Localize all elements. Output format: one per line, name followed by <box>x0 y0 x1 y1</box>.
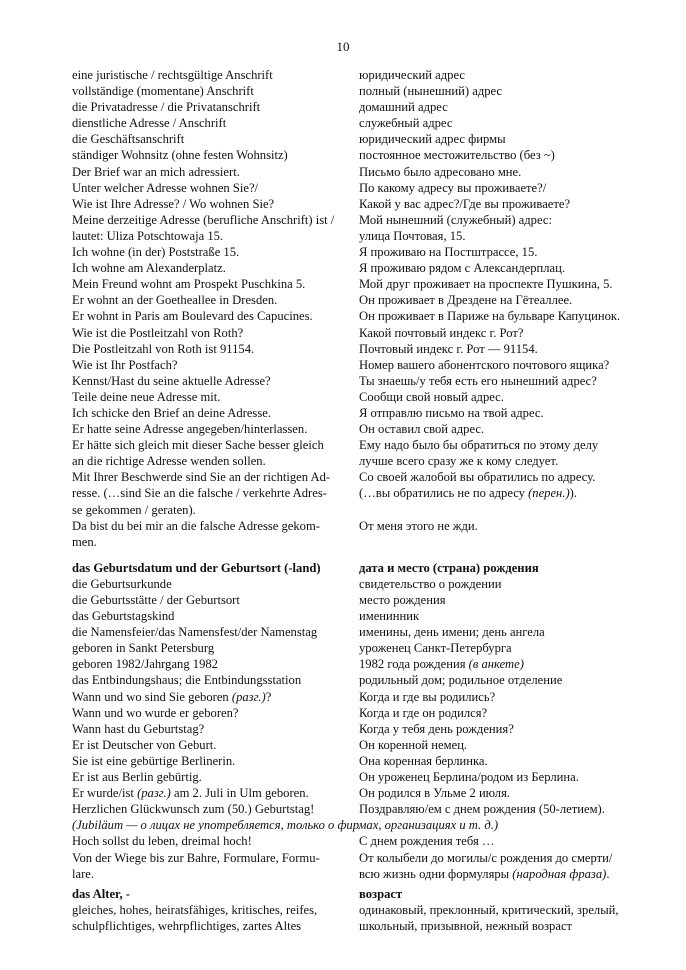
entry-german <box>72 308 350 324</box>
entry-row <box>72 180 632 196</box>
entry-german <box>72 721 350 737</box>
entry-russian <box>350 373 632 389</box>
entry-russian <box>350 292 632 308</box>
entry-row <box>72 373 632 389</box>
entry-german <box>72 67 350 83</box>
russian-text: Он оставил свой адрес. <box>359 422 485 437</box>
entry-russian <box>350 721 632 737</box>
entry-russian <box>350 308 632 324</box>
entry-german <box>72 83 350 99</box>
russian-text: место рождения <box>359 593 446 607</box>
russian-text: Он проживает в Дрездене на Гётеаллее. <box>359 293 573 308</box>
entry-german <box>72 534 350 550</box>
russian-text: Он родился в Ульме 2 июля. <box>359 786 511 801</box>
entry-german <box>72 737 350 753</box>
russian-text: От меня этого не жди. <box>359 518 478 533</box>
entry-row <box>72 244 632 260</box>
heading-de: das Geburtsdatum und der Geburtsort (-land) <box>72 560 321 575</box>
russian-text: Со своей жалобой вы обратились по адресу. <box>359 470 596 485</box>
section-heading-birth <box>72 560 632 576</box>
entry-row <box>72 672 632 688</box>
entry-row <box>72 518 632 534</box>
entry-russian <box>350 576 632 592</box>
entry-row <box>72 608 632 624</box>
russian-text-tail: . <box>606 866 610 881</box>
entry-row <box>72 357 632 373</box>
russian-text: уроженец Санкт-Петербурга <box>359 641 512 656</box>
entry-row <box>72 833 632 849</box>
russian-text: Поздравляю/ем с днем рождения (50-летием). <box>359 802 605 817</box>
russian-text: Он уроженец Берлина/родом из Берлина. <box>359 770 579 785</box>
entry-german <box>72 164 350 180</box>
russian-text: служебный адрес <box>359 116 453 131</box>
entry-russian <box>350 212 632 228</box>
russian-text: Он проживает в Париже на бульваре Капуцинок. <box>359 309 621 324</box>
russian-text: Письмо было адресовано мне. <box>359 164 522 179</box>
entry-russian <box>350 866 632 882</box>
german-text: Ich wohne am Alexanderplatz. <box>72 261 226 276</box>
german-text: lare. <box>72 866 95 881</box>
german-text: Wann hast du Geburtstag? <box>72 721 205 736</box>
russian-label: (в анкете) <box>468 657 524 672</box>
birth-section <box>72 576 632 817</box>
german-text: Mein Freund wohnt am Prospekt Puschkina 5. <box>72 277 306 292</box>
entry-row <box>72 276 632 292</box>
entry-russian <box>350 83 632 99</box>
entry-russian <box>350 260 632 276</box>
entry-row <box>72 769 632 785</box>
russian-text: улица Почтовая, 15. <box>359 228 466 243</box>
german-text: Herzlichen Glückwunsch zum (50.) Geburtstag! <box>72 802 315 817</box>
german-label: (разг.) <box>137 786 171 801</box>
entry-russian <box>350 656 632 672</box>
entry-german <box>72 672 350 688</box>
german-text: Er hatte seine Adresse angegeben/hinterlassen. <box>72 422 308 437</box>
entry-german <box>72 833 350 849</box>
german-text: Er ist aus Berlin gebürtig. <box>72 770 202 785</box>
entry-russian <box>350 769 632 785</box>
entry-russian <box>350 801 632 817</box>
russian-text: именинник <box>359 609 420 624</box>
entry-row <box>72 308 632 324</box>
page-number: 10 <box>336 39 350 54</box>
russian-text: родильный дом; родильное отделение <box>359 673 563 688</box>
entry-russian <box>350 131 632 147</box>
entry-russian <box>350 164 632 180</box>
entry-row <box>72 405 632 421</box>
entry-german <box>72 902 350 918</box>
german-text: resse. (…sind Sie an die falsche / verkehrte Adres- <box>72 486 327 501</box>
entry-russian <box>350 421 632 437</box>
russian-text: свидетельство о рождении <box>359 576 502 591</box>
russian-text: Сообщи свой новый адрес. <box>359 389 504 404</box>
entry-russian <box>350 115 632 131</box>
entry-row <box>72 389 632 405</box>
german-text: lautet: Uliza Potschtowaja 15. <box>72 228 224 243</box>
russian-text: школьный, призывной, нежный возраст <box>359 918 573 933</box>
german-text: Er ist Deutscher von Geburt. <box>72 737 217 752</box>
german-text: Mit Ihrer Beschwerde sind Sie an der richtigen Ad- <box>72 470 331 485</box>
russian-text: Почтовый индекс г. Рот — 91154. <box>359 341 538 356</box>
entry-row <box>72 705 632 721</box>
russian-text: От колыбели до могилы/с рождения до смерти/ <box>359 850 613 865</box>
german-text: eine juristische / rechtsgültige Anschrift <box>72 68 273 82</box>
entry-russian <box>350 902 632 918</box>
russian-text: именины, день имени; день ангела <box>359 625 545 640</box>
entry-russian <box>350 640 632 656</box>
entry-german <box>72 292 350 308</box>
german-text: schulpflichtiges, wehrpflichtiges, zartes Altes <box>72 918 302 933</box>
entry-row <box>72 115 632 131</box>
entry-row <box>72 260 632 276</box>
entry-row <box>72 624 632 640</box>
entry-row <box>72 656 632 672</box>
entry-russian <box>350 357 632 373</box>
entry-row <box>72 437 632 453</box>
entry-german <box>72 502 350 518</box>
russian-text: лучше всего сразу же к кому следует. <box>359 454 559 469</box>
entry-russian <box>350 608 632 624</box>
german-text: Kennst/Hast du seine aktuelle Adresse? <box>72 373 271 388</box>
german-text: Der Brief war an mich adressiert. <box>72 164 240 179</box>
entry-row <box>72 721 632 737</box>
entry-row <box>72 83 632 99</box>
russian-text: По какому адресу вы проживаете?/ <box>359 180 547 195</box>
russian-text: Когда и где вы родились? <box>359 689 496 704</box>
german-text-tail: ? <box>265 689 272 704</box>
entry-german <box>72 244 350 260</box>
entry-row <box>72 737 632 753</box>
german-text: Er wohnt an der Goetheallee in Dresden. <box>72 293 278 308</box>
entry-row <box>72 147 632 163</box>
german-text: die Namensfeier/das Namensfest/der Namenstag <box>72 625 318 640</box>
entry-row <box>72 850 632 866</box>
entry-german <box>72 801 350 817</box>
entry-german <box>72 469 350 485</box>
german-text: an die richtige Adresse wenden sollen. <box>72 454 266 469</box>
entry-row <box>72 640 632 656</box>
entry-german <box>72 592 350 608</box>
entry-row <box>72 502 632 518</box>
russian-text: С днем рождения тебя … <box>359 834 495 849</box>
entry-russian <box>350 918 632 934</box>
entry-german <box>72 518 350 534</box>
entry-german <box>72 656 350 672</box>
russian-text: юридический адрес фирмы <box>359 132 506 147</box>
german-text: dienstliche Adresse / Anschrift <box>72 116 227 131</box>
entry-german <box>72 276 350 292</box>
heading-ru: дата и место (страна) рождения <box>359 560 539 575</box>
german-text: Ich schicke den Brief an deine Adresse. <box>72 405 271 420</box>
russian-text: Какой у вас адрес?/Где вы проживаете? <box>359 196 571 211</box>
entry-russian <box>350 485 632 501</box>
russian-text: 1982 года рождения <box>359 657 469 672</box>
german-text: Teile deine neue Adresse mit. <box>72 389 221 404</box>
german-text: die Geschäftsanschrift <box>72 132 185 147</box>
entry-row <box>72 469 632 485</box>
entry-german <box>72 180 350 196</box>
usage-note-text: (Jubiläum — о лицах не употребляется, только о фирмах, организациях и т. д.) <box>72 818 499 833</box>
german-text: Unter welcher Adresse wohnen Sie?/ <box>72 180 259 195</box>
german-text: Ich wohne (in der) Poststraße 15. <box>72 245 240 260</box>
russian-label: (народная фраза) <box>512 866 607 881</box>
german-text: das Entbindungshaus; die Entbindungsstation <box>72 673 302 688</box>
entry-german <box>72 866 350 882</box>
entry-row <box>72 292 632 308</box>
russian-text: одинаковый, преклонный, критический, зрелый, <box>359 902 619 917</box>
russian-text: домашний адрес <box>359 100 448 115</box>
german-text: Wie ist Ihre Adresse? / Wo wohnen Sie? <box>72 196 275 211</box>
entry-german <box>72 325 350 341</box>
entry-row <box>72 534 632 550</box>
entry-german <box>72 373 350 389</box>
entry-russian <box>350 672 632 688</box>
russian-text: Когда и где он родился? <box>359 705 488 720</box>
entry-german <box>72 341 350 357</box>
german-text: Er wohnt in Paris am Boulevard des Capucines. <box>72 309 313 324</box>
entry-german <box>72 850 350 866</box>
russian-text: Мой нынешний (служебный) адрес: <box>359 212 552 227</box>
russian-label: (перен.) <box>528 486 570 501</box>
entry-russian <box>350 341 632 357</box>
german-text: Wie ist Ihr Postfach? <box>72 357 178 372</box>
entry-german <box>72 196 350 212</box>
russian-text: юридический адрес <box>359 68 465 82</box>
entry-russian <box>350 325 632 341</box>
german-text: geboren 1982/Jahrgang 1982 <box>72 657 218 672</box>
russian-text: Я проживаю рядом с Александерплац. <box>359 261 565 276</box>
entry-german <box>72 260 350 276</box>
german-text: Sie ist eine gebürtige Berlinerin. <box>72 753 236 768</box>
russian-text: Она коренная берлинка. <box>359 753 488 768</box>
entry-russian <box>350 850 632 866</box>
russian-text: всю жизнь одни формуляры <box>359 866 513 881</box>
entry-german <box>72 389 350 405</box>
german-text: das Geburtstagskind <box>72 609 175 624</box>
entry-german <box>72 608 350 624</box>
entry-german <box>72 228 350 244</box>
entry-german <box>72 485 350 501</box>
entry-row <box>72 801 632 817</box>
entry-german <box>72 405 350 421</box>
entry-russian <box>350 689 632 705</box>
entry-german <box>72 131 350 147</box>
entry-row <box>72 212 632 228</box>
entry-russian <box>350 624 632 640</box>
entry-row <box>72 131 632 147</box>
entry-german <box>72 421 350 437</box>
entry-russian <box>350 705 632 721</box>
entry-row <box>72 753 632 769</box>
entry-row <box>72 902 632 918</box>
german-text: gleiches, hohes, heiratsfähiges, kritisches, reifes, <box>72 902 318 917</box>
entry-russian <box>350 753 632 769</box>
german-text: Von der Wiege bis zur Bahre, Formulare, Formu- <box>72 850 320 865</box>
russian-text: Какой почтовый индекс г. Рот? <box>359 325 524 340</box>
entry-russian <box>350 469 632 485</box>
entry-german <box>72 147 350 163</box>
russian-text: Он коренной немец. <box>359 737 468 752</box>
usage-note <box>72 817 632 833</box>
russian-text: (…вы обратились не по адресу <box>359 486 529 501</box>
russian-text: полный (нынешний) адрес <box>359 84 503 99</box>
entry-german <box>72 785 350 801</box>
entry-russian <box>350 502 632 518</box>
birth-section-2 <box>72 833 632 881</box>
entry-german <box>72 99 350 115</box>
entry-russian <box>350 196 632 212</box>
dictionary-content <box>72 67 632 934</box>
entry-russian <box>350 592 632 608</box>
entry-russian <box>350 437 632 453</box>
german-text: Die Postleitzahl von Roth ist 91154. <box>72 341 255 356</box>
german-text: Er wurde/ist <box>72 786 138 801</box>
entry-row <box>72 592 632 608</box>
entry-row <box>72 99 632 115</box>
entry-row <box>72 918 632 934</box>
entry-german <box>72 437 350 453</box>
russian-text: Номер вашего абонентского почтового ящика? <box>359 357 610 372</box>
age-section <box>72 902 632 934</box>
entry-row <box>72 689 632 705</box>
entry-row <box>72 325 632 341</box>
entry-russian <box>350 99 632 115</box>
german-label: (разг.) <box>231 689 266 704</box>
entry-german <box>72 689 350 705</box>
entry-russian <box>350 405 632 421</box>
german-text: die Geburtsstätte / der Geburtsort <box>72 593 240 607</box>
russian-text: Я проживаю на Постштрассе, 15. <box>359 245 538 260</box>
russian-text: Ты знаешь/у тебя есть его нынешний адрес? <box>359 373 597 388</box>
entry-row <box>72 453 632 469</box>
heading-de: das Alter, - <box>72 886 130 901</box>
entry-row <box>72 164 632 180</box>
german-text: Hoch sollst du leben, dreimal hoch! <box>72 834 252 849</box>
entry-german <box>72 640 350 656</box>
entry-row <box>72 485 632 501</box>
german-text: se gekommen / geraten). <box>72 502 196 517</box>
entry-german <box>72 212 350 228</box>
russian-text-tail: ). <box>569 486 577 501</box>
german-text: Meine derzeitige Adresse (berufliche Anschrift) ist / <box>72 212 335 227</box>
entry-russian <box>350 228 632 244</box>
russian-text: постоянное местожительство (без ~) <box>359 148 555 163</box>
entry-russian <box>350 833 632 849</box>
entry-russian <box>350 276 632 292</box>
german-text: men. <box>72 534 97 549</box>
entry-russian <box>350 67 632 83</box>
entry-russian <box>350 389 632 405</box>
german-text: vollständige (momentane) Anschrift <box>72 84 254 99</box>
german-text: geboren in Sankt Petersburg <box>72 641 215 656</box>
german-text: Wie ist die Postleitzahl von Roth? <box>72 325 244 340</box>
entry-russian <box>350 785 632 801</box>
entry-german <box>72 753 350 769</box>
entry-russian <box>350 518 632 534</box>
german-text: die Privatadresse / die Privatanschrift <box>72 100 261 115</box>
entry-row <box>72 228 632 244</box>
german-text: Er hätte sich gleich mit dieser Sache besser gleich <box>72 438 324 453</box>
heading-ru: возраст <box>359 886 403 901</box>
russian-text: Я отправлю письмо на твой адрес. <box>359 405 544 420</box>
usage-note-row <box>72 817 632 833</box>
entry-german <box>72 115 350 131</box>
entry-row <box>72 196 632 212</box>
entry-russian <box>350 737 632 753</box>
german-text: Wann und wo sind Sie geboren <box>72 689 232 704</box>
entry-row <box>72 785 632 801</box>
entry-row <box>72 866 632 882</box>
entry-russian <box>350 147 632 163</box>
address-section <box>72 67 632 550</box>
german-text: Da bist du bei mir an die falsche Adresse gekom- <box>72 518 320 533</box>
entry-german <box>72 705 350 721</box>
entry-german <box>72 624 350 640</box>
russian-text: Мой друг проживает на проспекте Пушкина, 5. <box>359 277 613 292</box>
german-text-tail: am 2. Juli in Ulm geboren. <box>170 786 309 801</box>
entry-row <box>72 67 632 83</box>
russian-text: Ему надо было бы обратиться по этому делу <box>359 438 599 453</box>
entry-german <box>72 769 350 785</box>
entry-german <box>72 453 350 469</box>
entry-german <box>72 576 350 592</box>
russian-text: Когда у тебя день рождения? <box>359 721 514 736</box>
section-heading-age <box>72 886 632 902</box>
entry-russian <box>350 453 632 469</box>
entry-german <box>72 357 350 373</box>
entry-russian <box>350 244 632 260</box>
entry-russian <box>350 534 632 550</box>
entry-row <box>72 421 632 437</box>
entry-german <box>72 918 350 934</box>
german-text: Wann und wo wurde er geboren? <box>72 705 239 720</box>
german-text: die Geburtsurkunde <box>72 576 172 591</box>
entry-row <box>72 576 632 592</box>
german-text: ständiger Wohnsitz (ohne festen Wohnsitz) <box>72 148 288 163</box>
entry-russian <box>350 180 632 196</box>
entry-row <box>72 341 632 357</box>
